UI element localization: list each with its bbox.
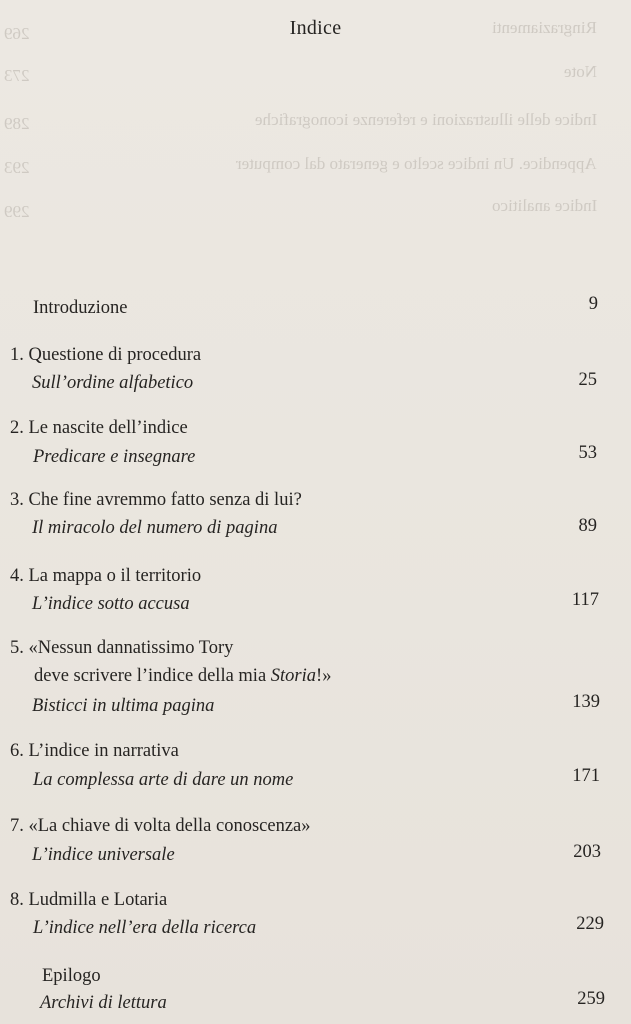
show-through-page: 299: [4, 202, 30, 221]
entry-heading: 7. «La chiave di volta della conoscenza»: [10, 816, 311, 836]
entry-page-number: 25: [578, 370, 597, 390]
show-through-line: Indice delle illustrazioni e referenze iconografiche: [254, 110, 597, 129]
show-through-page: 269: [4, 24, 30, 43]
entry-heading: 8. Ludmilla e Lotaria: [10, 890, 168, 910]
entry-page-number: 139: [572, 692, 600, 712]
entry-subtitle: Predicare e insegnare: [33, 447, 196, 467]
entry-subtitle: Archivi di lettura: [40, 993, 167, 1013]
show-through-page: 289: [4, 114, 30, 133]
entry-heading: 2. Le nascite dell’indice: [10, 418, 188, 438]
entry-page-number: 203: [573, 842, 601, 862]
entry-heading: 5. «Nessun dannatissimo Tory: [10, 638, 234, 658]
entry-subtitle: Il miracolo del numero di pagina: [32, 518, 278, 538]
entry-heading-line-2: [34, 666, 331, 687]
heading-text: deve scrivere l’indice della mia: [34, 666, 271, 686]
entry-page-number: 259: [577, 989, 605, 1009]
entry-subtitle: Sull’ordine alfabetico: [32, 373, 194, 393]
show-through-line: Note: [563, 62, 597, 81]
entry-heading: Epilogo: [42, 966, 101, 986]
show-through-line: Indice analitico: [491, 196, 597, 215]
entry-page-number: 117: [571, 590, 599, 610]
entry-subtitle: L’indice nell’era della ricerca: [33, 918, 257, 938]
entry-heading: 1. Questione di procedura: [10, 345, 202, 365]
entry-subtitle: L’indice sotto accusa: [32, 594, 190, 614]
entry-subtitle: Bisticci in ultima pagina: [32, 696, 215, 716]
entry-page-number: 171: [572, 766, 600, 786]
page-title: Indice: [289, 17, 342, 39]
entry-heading: 4. La mappa o il territorio: [10, 566, 202, 586]
entry-page-number: 53: [578, 443, 597, 463]
heading-text-end: !»: [316, 666, 332, 686]
entry-heading: 6. L’indice in narrativa: [10, 741, 179, 761]
entry-subtitle: La complessa arte di dare un nome: [33, 770, 294, 790]
entry-page-number: 229: [576, 914, 604, 934]
show-through-line: Ringraziamenti: [492, 18, 597, 37]
heading-italic-title: Storia: [270, 666, 317, 686]
entry-heading: 3. Che fine avremmo fatto senza di lui?: [10, 490, 302, 510]
show-through-page: 293: [4, 158, 30, 177]
entry-page-number: 89: [578, 516, 597, 536]
show-through-page: 273: [4, 66, 30, 85]
entry-page-number: 9: [588, 294, 598, 314]
entry-subtitle: L’indice universale: [32, 845, 175, 865]
entry-heading: Introduzione: [33, 298, 128, 318]
show-through-line: Appendice. Un indice scelto e generato dal computer: [236, 154, 597, 173]
